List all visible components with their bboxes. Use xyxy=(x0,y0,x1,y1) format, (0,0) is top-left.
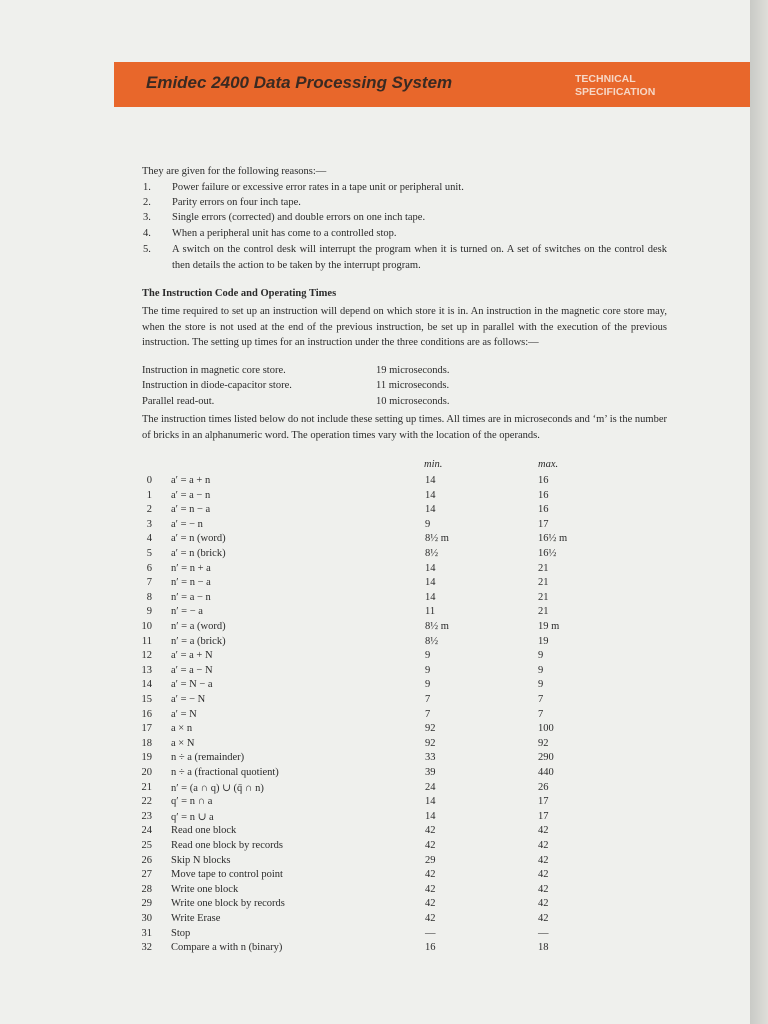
min-time: 33 xyxy=(425,752,436,764)
table-row xyxy=(0,577,700,591)
instruction-number: 4 xyxy=(146,533,152,545)
instruction-number: 2 xyxy=(146,504,152,516)
instruction-number: 13 xyxy=(141,664,152,676)
max-time: 16½ xyxy=(538,548,557,559)
table-row xyxy=(0,782,700,796)
table-row xyxy=(0,913,700,927)
page-edge xyxy=(750,0,768,1024)
instruction-operation: n′ = − a xyxy=(171,606,203,618)
max-time: 17 xyxy=(538,796,549,808)
instruction-operation: n′ = (a ∩ q) ∪ (q̄ ∩ n) xyxy=(171,782,264,794)
setup-time-row xyxy=(142,380,542,391)
instruction-number: 19 xyxy=(141,752,152,764)
header-tag-line1: TECHNICAL xyxy=(575,73,636,85)
instruction-number: 1 xyxy=(146,489,152,501)
list-item-number: 4. xyxy=(143,228,151,239)
max-time: 9 xyxy=(538,650,544,662)
min-time: 14 xyxy=(425,562,436,574)
max-time: 92 xyxy=(538,737,549,749)
instruction-number: 25 xyxy=(141,840,152,851)
max-time: 16 xyxy=(538,504,549,516)
instruction-operation: Skip N blocks xyxy=(171,854,231,866)
instruction-number: 24 xyxy=(141,825,152,837)
max-time: 7 xyxy=(538,708,544,720)
min-time: 14 xyxy=(425,810,436,822)
table-row xyxy=(0,767,700,781)
instruction-operation: a′ = N − a xyxy=(171,679,213,691)
instruction-operation: a′ = a + n xyxy=(171,475,211,486)
max-time: 17 xyxy=(538,518,549,530)
instruction-operation: Write one block by records xyxy=(171,898,285,910)
min-time: 42 xyxy=(425,883,436,895)
table-row xyxy=(0,650,700,664)
instruction-operation: a′ = − n xyxy=(171,518,203,530)
table-row xyxy=(0,592,700,606)
list-item-number: 2. xyxy=(143,197,151,208)
instruction-number: 27 xyxy=(141,869,152,881)
max-time: 21 xyxy=(538,562,549,574)
instruction-number: 28 xyxy=(141,883,152,895)
instruction-operation: Compare a with n (binary) xyxy=(171,942,283,954)
list-item-text: A switch on the control desk will interrupt the program when it is turned on. A set of switches on the control desk then details the action to be taken by the interrupt program. xyxy=(172,244,667,271)
max-time: 16 xyxy=(538,489,549,501)
instruction-operation: Write one block xyxy=(171,883,239,895)
max-time: 9 xyxy=(538,664,544,676)
min-time: 9 xyxy=(425,664,431,676)
setup-time-label: Instruction in diode-capacitor store. xyxy=(142,380,292,391)
list-item-text: Power failure or excessive error rates in a tape unit or peripheral unit. xyxy=(172,182,464,193)
max-time: 7 xyxy=(538,694,544,705)
setup-time-row xyxy=(142,396,542,407)
min-time: 42 xyxy=(425,869,436,881)
instruction-number: 15 xyxy=(141,694,152,705)
table-row xyxy=(0,636,700,650)
max-time: 42 xyxy=(538,883,549,895)
instruction-operation: n ÷ a (fractional quotient) xyxy=(171,767,279,778)
min-time: 8½ m xyxy=(425,621,449,632)
instruction-number: 11 xyxy=(141,635,152,647)
min-time: 7 xyxy=(425,708,431,720)
instruction-operation: Move tape to control point xyxy=(171,869,283,881)
table-row xyxy=(0,504,700,518)
instruction-operation: Read one block xyxy=(171,825,237,837)
min-time: 14 xyxy=(425,475,436,486)
setup-time-value: 19 microseconds. xyxy=(376,365,450,376)
section-heading: The Instruction Code and Operating Times xyxy=(142,288,337,299)
instruction-operation: a′ = n (brick) xyxy=(171,548,226,559)
instruction-number: 31 xyxy=(141,927,152,939)
instruction-number: 23 xyxy=(141,810,152,822)
instruction-operation: a′ = a − N xyxy=(171,664,213,676)
header-band xyxy=(114,62,754,107)
min-time: 42 xyxy=(425,825,436,837)
max-time: 42 xyxy=(538,854,549,866)
table-row xyxy=(0,709,700,723)
table-row xyxy=(0,723,700,737)
table-row xyxy=(0,840,700,854)
instruction-number: 8 xyxy=(146,591,152,603)
min-time: 9 xyxy=(425,679,431,691)
setup-time-value: 11 microseconds. xyxy=(376,380,450,391)
min-time: 24 xyxy=(425,781,436,793)
table-row xyxy=(0,694,700,708)
instruction-number: 26 xyxy=(141,854,152,866)
header-title: Emidec 2400 Data Processing System xyxy=(146,73,453,92)
header-tag xyxy=(575,73,655,99)
min-time: 9 xyxy=(425,650,431,662)
min-time: 11 xyxy=(425,606,436,618)
max-time: 42 xyxy=(538,898,549,910)
max-time: 21 xyxy=(538,577,549,589)
instruction-number: 14 xyxy=(141,679,152,691)
table-row xyxy=(0,942,700,956)
min-time: 92 xyxy=(425,737,436,749)
max-time: 9 xyxy=(538,679,544,691)
table-row xyxy=(0,490,700,504)
list-item-text: Parity errors on four inch tape. xyxy=(172,197,301,208)
min-time: 39 xyxy=(425,767,436,778)
min-time: 8½ xyxy=(425,548,439,559)
instruction-operation: q′ = n ∩ a xyxy=(171,796,213,808)
setup-time-row xyxy=(142,365,542,376)
table-row xyxy=(0,679,700,693)
instruction-operation: Write Erase xyxy=(171,913,221,924)
instruction-operation: n′ = a (word) xyxy=(171,621,226,632)
instruction-operation: a′ = N xyxy=(171,708,197,720)
min-time: 7 xyxy=(425,694,431,705)
instruction-number: 29 xyxy=(141,898,152,910)
table-row xyxy=(0,475,700,489)
min-time: 29 xyxy=(425,854,436,866)
table-row xyxy=(0,519,700,533)
instruction-operation: n ÷ a (remainder) xyxy=(171,752,245,764)
max-time: 16½ m xyxy=(538,533,568,545)
setup-time-label: Parallel read-out. xyxy=(142,396,215,407)
table-row xyxy=(0,898,700,912)
list-item-text: Single errors (corrected) and double errors on one inch tape. xyxy=(172,212,426,223)
min-time: 14 xyxy=(425,591,436,603)
instruction-operation: Stop xyxy=(171,927,191,939)
instruction-number: 16 xyxy=(141,708,152,720)
section-paragraph-1: The time required to set up an instruction will depend on which store it is in. An instruction in the magnetic core store may, when the store is not used at the end of the previous instruction, be set up in parallel with the execution of the previous instruction. The setting up times for an instruction under the three conditions are as follows:— xyxy=(142,306,667,348)
min-time: 8½ m xyxy=(425,533,449,545)
instruction-operation: a′ = − N xyxy=(171,694,206,705)
instruction-number: 22 xyxy=(141,796,152,808)
table-row xyxy=(0,825,700,839)
instruction-number: 20 xyxy=(141,767,152,778)
table-row xyxy=(0,621,700,635)
instruction-operation: a′ = a − n xyxy=(171,489,211,501)
instruction-operation: n′ = n + a xyxy=(171,562,211,574)
max-time: 19 xyxy=(538,635,549,647)
section-paragraph-2: The instruction times listed below do not include these setting up times. All times are in microseconds and ‘m’ is the number of bricks in an alphanumeric word. The operation times vary with the location of the operands. xyxy=(142,414,667,441)
min-time: 8½ xyxy=(425,635,439,647)
max-time: 17 xyxy=(538,810,549,822)
instruction-operation: a × N xyxy=(171,737,195,749)
list-item-number: 3. xyxy=(143,212,151,223)
instruction-number: 30 xyxy=(141,913,152,924)
instruction-number: 32 xyxy=(141,942,152,954)
max-time: 21 xyxy=(538,591,549,603)
instruction-number: 6 xyxy=(146,562,152,574)
max-time: 18 xyxy=(538,942,549,954)
min-column-header: min. xyxy=(424,459,443,470)
max-time: 100 xyxy=(538,723,554,735)
min-time: 16 xyxy=(425,942,436,954)
min-time: 14 xyxy=(425,504,436,516)
instruction-operation: Read one block by records xyxy=(171,840,283,851)
max-time: 42 xyxy=(538,869,549,881)
table-row xyxy=(0,869,700,883)
max-column-header: max. xyxy=(538,459,559,470)
instruction-operation: a × n xyxy=(171,723,193,735)
table-row xyxy=(0,855,700,869)
instruction-operation: a′ = n − a xyxy=(171,504,211,516)
instruction-operation: a′ = a + N xyxy=(171,650,213,662)
instruction-number: 12 xyxy=(141,650,152,662)
instruction-operation: n′ = a − n xyxy=(171,591,211,603)
table-row xyxy=(0,884,700,898)
max-time: 21 xyxy=(538,606,549,618)
instruction-number: 21 xyxy=(141,781,152,793)
instruction-number: 3 xyxy=(146,518,152,530)
setup-time-value: 10 microseconds. xyxy=(376,396,450,407)
instruction-number: 18 xyxy=(141,737,152,749)
instruction-operation: a′ = n (word) xyxy=(171,533,226,545)
max-time: 16 xyxy=(538,475,549,486)
list-item-text: When a peripheral unit has come to a controlled stop. xyxy=(172,228,397,239)
table-row xyxy=(0,928,700,942)
instruction-number: 9 xyxy=(146,606,152,618)
min-time: 42 xyxy=(425,840,436,851)
max-time: — xyxy=(538,927,549,939)
instruction-operation: n′ = n − a xyxy=(171,577,211,589)
table-row xyxy=(0,811,700,825)
instruction-operation: n′ = a (brick) xyxy=(171,635,226,647)
table-row xyxy=(0,563,700,577)
instruction-number: 0 xyxy=(146,475,152,486)
min-time: 42 xyxy=(425,898,436,910)
min-time: 14 xyxy=(425,489,436,501)
instruction-number: 7 xyxy=(146,577,152,589)
max-time: 42 xyxy=(538,913,549,924)
table-row xyxy=(0,738,700,752)
min-time: 42 xyxy=(425,913,436,924)
max-time: 290 xyxy=(538,752,554,764)
table-row xyxy=(0,796,700,810)
list-item-number: 1. xyxy=(143,182,151,193)
table-row xyxy=(0,665,700,679)
min-time: 92 xyxy=(425,723,436,735)
min-time: 14 xyxy=(425,577,436,589)
instruction-number: 5 xyxy=(146,548,152,559)
header-tag-line2: SPECIFICATION xyxy=(575,86,656,98)
instruction-number: 10 xyxy=(141,621,152,632)
table-row xyxy=(0,752,700,766)
table-row xyxy=(0,548,700,562)
table-row xyxy=(0,533,700,547)
max-time: 42 xyxy=(538,840,549,851)
intro-text: They are given for the following reasons:— xyxy=(142,166,327,177)
list-item-number: 5. xyxy=(143,244,151,255)
max-time: 42 xyxy=(538,825,549,837)
max-time: 19 m xyxy=(538,621,560,632)
min-time: 14 xyxy=(425,796,436,808)
min-time: 9 xyxy=(425,518,431,530)
instruction-number: 17 xyxy=(141,723,152,735)
instruction-operation: q′ = n ∪ a xyxy=(171,811,214,823)
min-time: — xyxy=(425,927,436,939)
table-row xyxy=(0,606,700,620)
max-time: 26 xyxy=(538,781,549,793)
max-time: 440 xyxy=(538,767,554,778)
setup-time-label: Instruction in magnetic core store. xyxy=(142,365,286,376)
